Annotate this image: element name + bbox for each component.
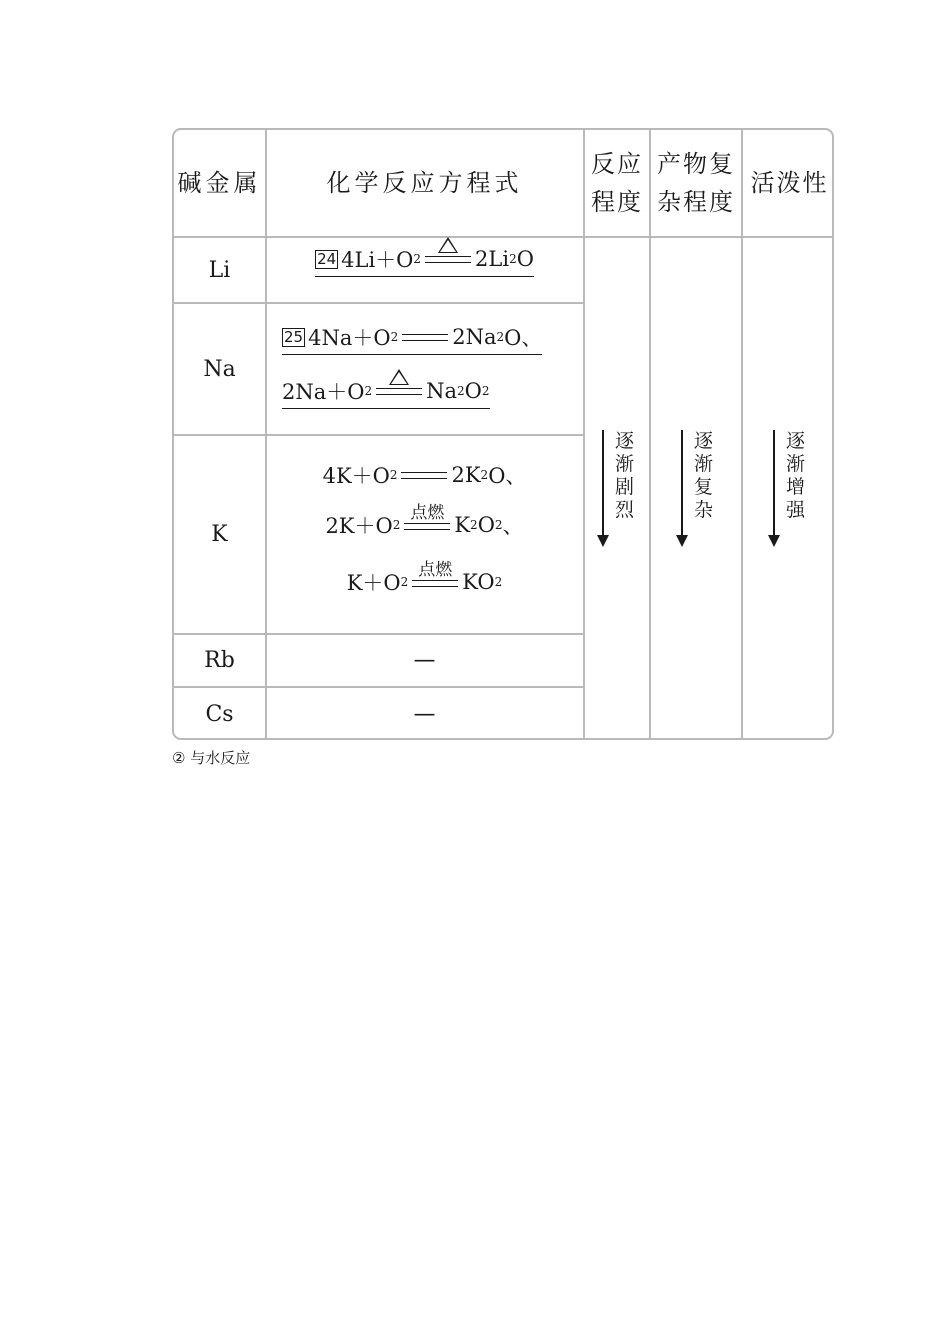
ignite-condition: 点燃 <box>410 560 460 587</box>
down-arrow-icon <box>768 430 780 547</box>
header-degree-line1: 反应 <box>591 150 643 178</box>
grid-line <box>174 236 834 238</box>
metal-rb <box>174 635 265 686</box>
metal-k-label: K <box>211 522 228 547</box>
metal-na-label: Na <box>203 356 236 382</box>
metal-k <box>174 436 265 633</box>
header-degree-line2: 程度 <box>591 188 643 216</box>
header-equation-label: 化学反应方程式 <box>326 169 523 197</box>
heat-condition <box>374 369 424 395</box>
ignite-condition: 点燃 <box>402 503 452 530</box>
equation-li: 24 4Li＋O 2 2Li 2 O <box>266 244 583 277</box>
equation-k-1: 4K＋O 2 2K 2 O、 <box>322 463 527 488</box>
equation-k-2: 2K＋O 2 点燃 K 2 O 2 、 <box>325 502 524 538</box>
marker-25: 25 <box>284 327 304 346</box>
metal-li <box>174 238 265 302</box>
header-metal-label: 碱金属 <box>177 169 262 197</box>
header-equation <box>266 130 583 236</box>
header-metal <box>174 130 265 236</box>
metal-cs-label: Cs <box>205 701 234 727</box>
header-complexity-line1: 产物复 <box>657 150 735 178</box>
section-caption: ② 与水反应 <box>172 749 251 767</box>
metal-rb-label: Rb <box>204 648 235 673</box>
equation-k-3: K＋O 2 点燃 KO 2 <box>346 559 503 595</box>
header-activity-label: 活泼性 <box>750 169 829 197</box>
trend-complexity: 逐 渐 复 杂 <box>676 430 713 547</box>
alkali-metal-table <box>172 128 834 740</box>
equation-rb: — <box>413 648 436 673</box>
metal-na <box>174 304 265 434</box>
heat-condition <box>423 237 473 263</box>
header-activity <box>743 130 834 236</box>
header-degree <box>585 130 649 236</box>
triangle-heat-icon <box>389 369 409 385</box>
marker-24: 24 <box>317 249 337 268</box>
header-complexity-line2: 杂程度 <box>657 188 735 216</box>
equation-na-2: 2Na＋O 2 Na 2 O 2 <box>266 376 583 409</box>
equation-cs: — <box>413 701 436 727</box>
down-arrow-icon <box>676 430 688 547</box>
metal-li-label: Li <box>208 257 231 283</box>
metal-cs <box>174 688 265 740</box>
down-arrow-icon <box>597 430 609 547</box>
equation-na-1: 25 4Na＋O 2 2Na 2 O、 <box>266 322 583 355</box>
trend-degree: 逐 渐 剧 烈 <box>597 430 634 547</box>
triangle-heat-icon <box>438 237 458 253</box>
trend-activity: 逐 渐 增 强 <box>768 430 805 547</box>
header-complexity <box>651 130 741 236</box>
